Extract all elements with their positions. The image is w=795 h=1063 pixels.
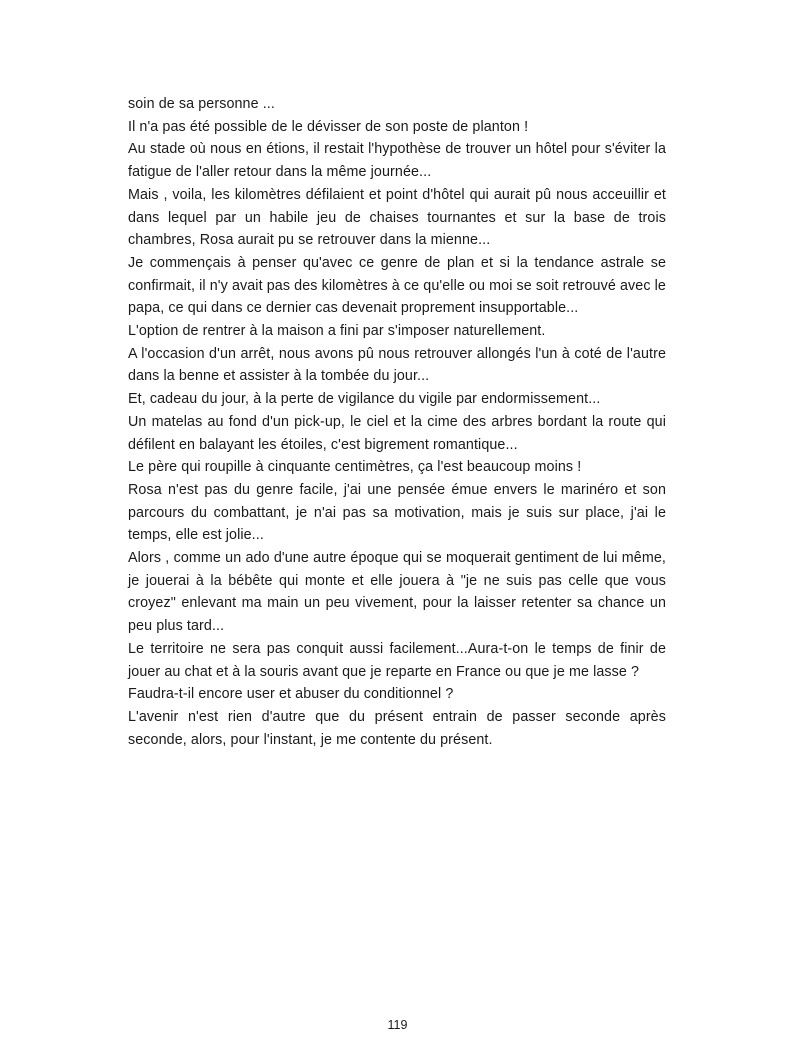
page-number: 119 (387, 1018, 408, 1032)
paragraph: Il n'a pas été possible de le dévisser de son poste de planton ! (128, 118, 529, 135)
paragraph: Je commençais à penser qu'avec ce genre de plan et si la tendance astrale se confirmait, il n'y avait pas des kilomètres à ce qu'elle ou moi se soit retrouvé avec le papa, ce qui dans ce dernier cas devenait proprement insupportable... (128, 254, 666, 317)
paragraph: Un matelas au fond d'un pick-up, le ciel et la cime des arbres bordant la route qui défilent en balayant les étoiles, c'est bigrement romantique... (128, 413, 666, 453)
paragraph: Mais , voila, les kilomètres défilaient et point d'hôtel qui aurait pû nous acceuillir et dans lequel par un habile jeu de chaises tournantes et sur la base de trois chambres, Rosa aurait pu se retrouver dans la mienne... (128, 186, 666, 249)
paragraph: A l'occasion d'un arrêt, nous avons pû nous retrouver allongés l'un à coté de l'autre dans la benne et assister à la tombée du jour... (128, 345, 666, 385)
paragraph: Le père qui roupille à cinquante centimètres, ça l'est beaucoup moins ! (128, 459, 582, 476)
paragraph: soin de sa personne ... (128, 96, 275, 112)
paragraph: L'option de rentrer à la maison a fini par s'imposer naturellement. (128, 323, 546, 340)
paragraph: L'avenir n'est rien d'autre que du présent entrain de passer seconde après seconde, alors, pour l'instant, je me contente du présent. (128, 708, 666, 748)
page-body-text (128, 93, 666, 751)
paragraph: Rosa n'est pas du genre facile, j'ai une pensée émue envers le marinéro et son parcours du combattant, je n'ai pas sa motivation, mais je suis sur place, j'ai le temps, elle est jolie... (128, 481, 666, 544)
paragraph: Le territoire ne sera pas conquit aussi facilement...Aura-t-on le temps de finir de jouer au chat et à la souris avant que je reparte en France ou que je me lasse ? (128, 640, 666, 680)
paragraph: Et, cadeau du jour, à la perte de vigilance du vigile par endormissement... (128, 391, 601, 408)
paragraph: Alors , comme un ado d'une autre époque qui se moquerait gentiment de lui même, je jouerai à la bébête qui monte et elle jouera à "je ne suis pas celle que vous croyez" enlevant ma main un peu vivement, pour la laisser retenter sa chance un peu plus tard... (128, 550, 666, 635)
paragraph: Faudra-t-il encore user et abuser du conditionnel ? (128, 686, 454, 703)
paragraph: Au stade où nous en étions, il restait l'hypothèse de trouver un hôtel pour s'éviter la fatigue de l'aller retour dans la même journée... (128, 141, 666, 181)
